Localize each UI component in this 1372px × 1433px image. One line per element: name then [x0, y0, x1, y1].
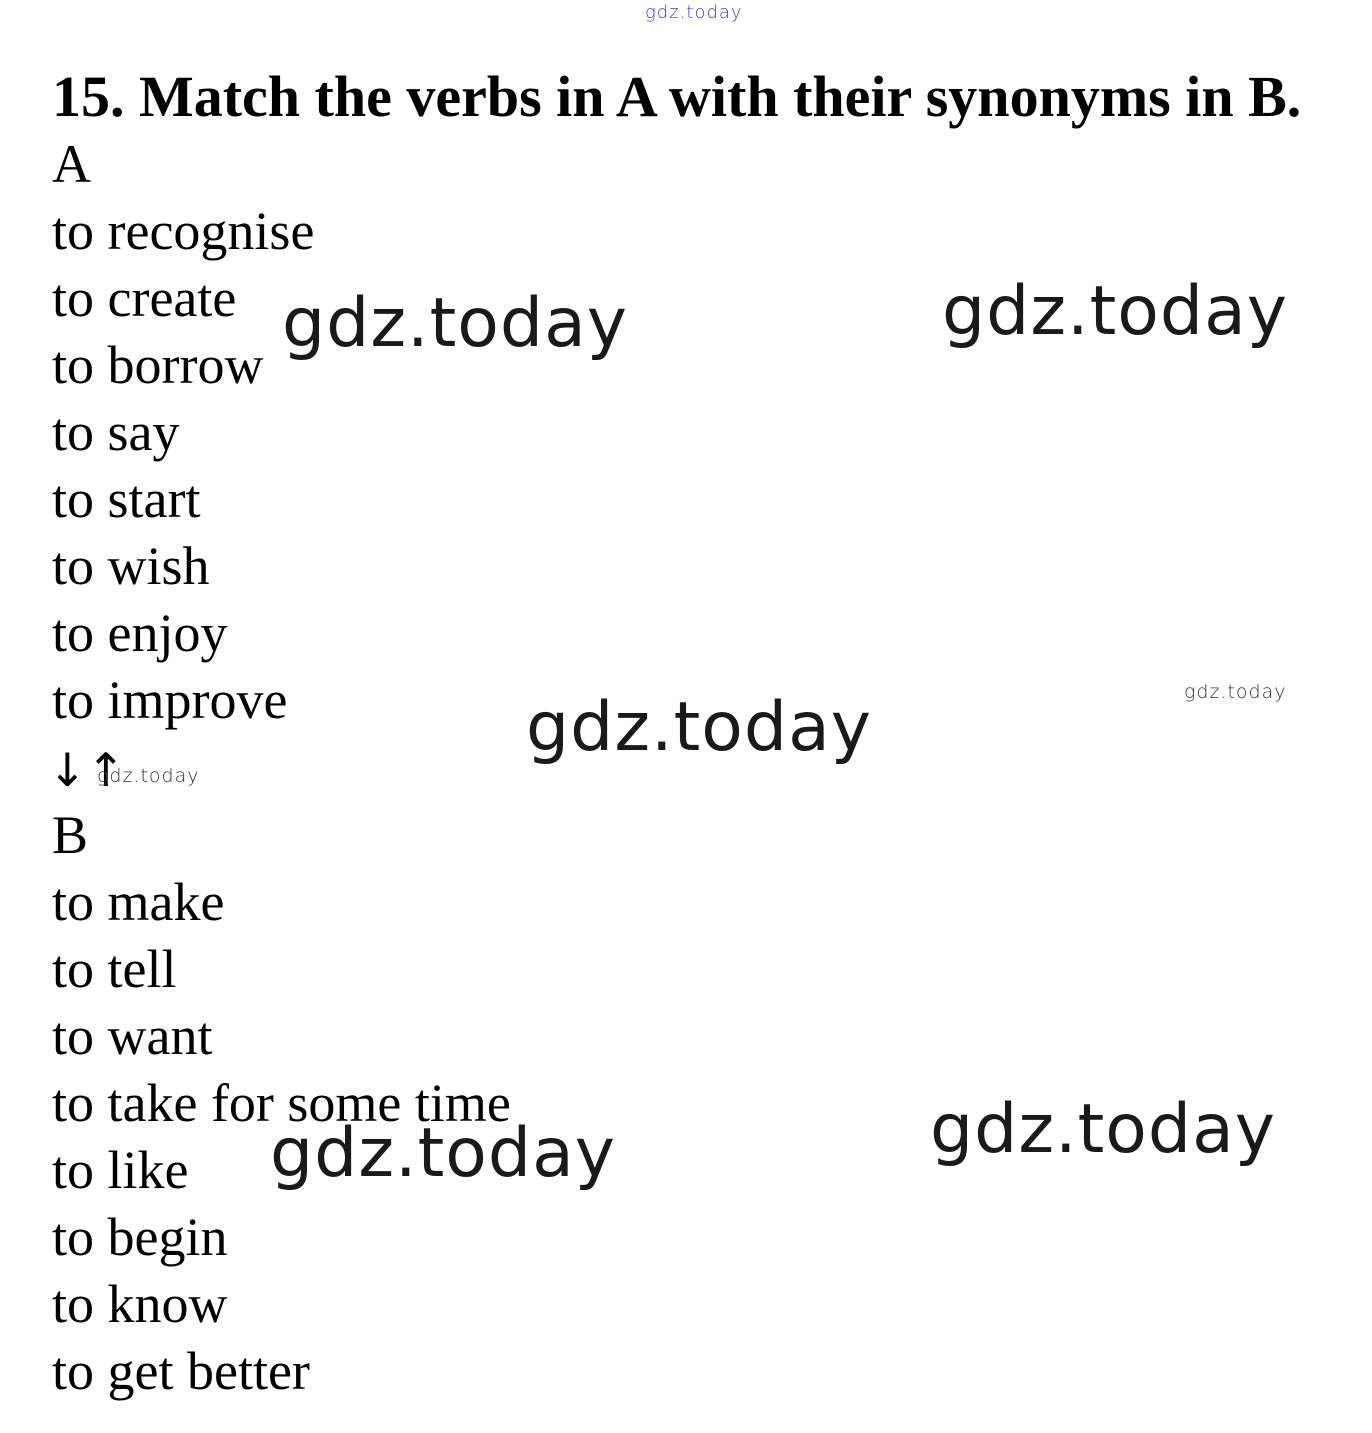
column-a-heading: A — [52, 134, 91, 194]
column-a-item: to recognise — [52, 201, 315, 261]
column-a-item: to enjoy — [52, 603, 228, 663]
column-b-item: to tell — [52, 939, 177, 999]
column-a-item: to wish — [52, 536, 210, 596]
column-b-item: to like — [52, 1140, 189, 1200]
column-b-item: to make — [52, 872, 225, 932]
watermark-large: gdz.today — [270, 1114, 616, 1193]
column-a-item: to borrow — [52, 335, 264, 395]
column-b-item: to take for some time — [52, 1073, 511, 1133]
column-a-item: to say — [52, 402, 180, 462]
column-a-item: to improve — [52, 670, 288, 730]
column-b-item: to want — [52, 1006, 213, 1066]
column-b-item: to know — [52, 1274, 228, 1334]
column-a-item: to create — [52, 268, 237, 328]
column-b-item: to get better — [52, 1341, 310, 1401]
watermark-large: gdz.today — [282, 284, 628, 363]
watermark-small-right: gdz.today — [1184, 681, 1287, 703]
column-b-heading: B — [52, 805, 89, 865]
watermark-large: gdz.today — [930, 1090, 1276, 1169]
arrows-icon: ↓↑ — [48, 743, 126, 797]
watermark-top: gdz.today — [645, 2, 743, 23]
watermark-large: gdz.today — [942, 272, 1288, 351]
watermark-large: gdz.today — [526, 688, 872, 767]
watermark-small-arrows: gdz.today — [97, 765, 200, 787]
exercise-title: 15. Match the verbs in A with their synonyms in B. — [52, 64, 1302, 129]
column-b-item: to begin — [52, 1207, 228, 1267]
column-a-item: to start — [52, 469, 201, 529]
